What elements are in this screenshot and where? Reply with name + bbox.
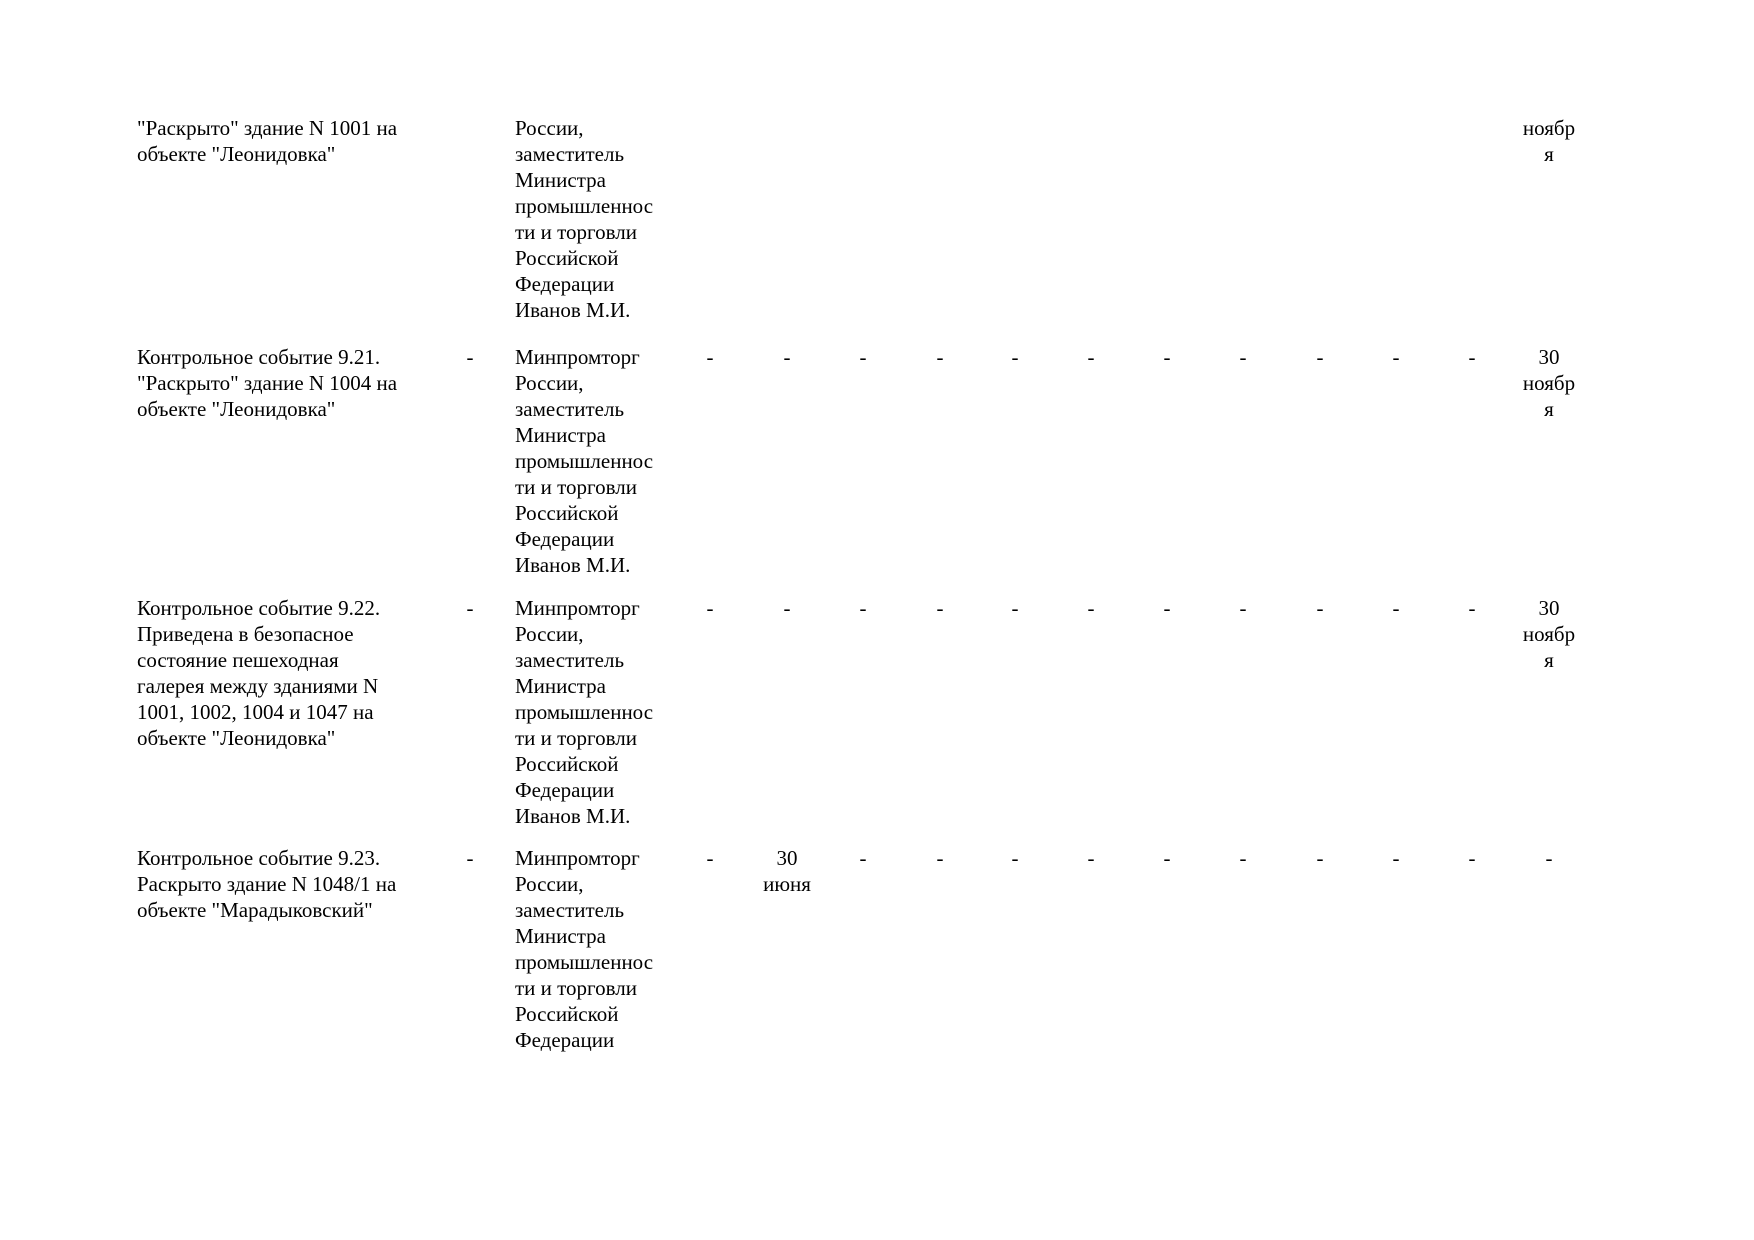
value-cell: - — [1392, 846, 1400, 870]
value-cell: 30 июня — [763, 846, 811, 896]
executor-cell: Минпромторг России, заместитель Министра промышленнос ти и торговли Российской Федерации Иванов М.И. — [515, 345, 654, 577]
value-cell: - — [1087, 846, 1095, 870]
value-cell: - — [1316, 345, 1324, 369]
value-cell: - — [1468, 596, 1476, 620]
executor-cell: России, заместитель Министра промышленнос ти и торговли Российской Федерации Иванов М.И. — [515, 116, 654, 322]
value-cell: - — [706, 596, 714, 620]
event-cell: Контрольное событие 9.22. Приведена в безопасное состояние пешеходная галерея между зданиями N 1001, 1002, 1004 и 1047 на объекте "Леонидовка" — [137, 596, 381, 750]
value-cell: - — [783, 596, 791, 620]
mark-cell: - — [466, 596, 474, 620]
value-cell: - — [1239, 345, 1247, 369]
value-cell: - — [859, 846, 867, 870]
value-cell: - — [1163, 846, 1171, 870]
value-cell: - — [706, 345, 714, 369]
date-cell: 30 ноябр я — [1522, 596, 1576, 672]
value-cell: - — [936, 846, 944, 870]
value-cell: - — [859, 345, 867, 369]
event-cell: Контрольное событие 9.23. Раскрыто здание N 1048/1 на объекте "Марадыковский" — [137, 846, 397, 922]
value-cell: - — [1316, 846, 1324, 870]
value-cell: - — [936, 345, 944, 369]
value-cell: - — [783, 345, 791, 369]
value-cell: - — [1392, 345, 1400, 369]
date-cell: - — [1545, 846, 1553, 870]
mark-cell: - — [466, 345, 474, 369]
value-cell: - — [1011, 596, 1019, 620]
value-cell: - — [706, 846, 714, 870]
executor-cell: Минпромторг России, заместитель Министра промышленнос ти и торговли Российской Федерации Иванов М.И. — [515, 596, 654, 828]
value-cell: - — [936, 596, 944, 620]
value-cell: - — [1087, 345, 1095, 369]
value-cell: - — [859, 596, 867, 620]
value-cell: - — [1011, 846, 1019, 870]
value-cell: - — [1087, 596, 1095, 620]
executor-cell: Минпромторг России, заместитель Министра промышленнос ти и торговли Российской Федерации — [515, 846, 654, 1052]
value-cell: - — [1239, 596, 1247, 620]
event-cell: Контрольное событие 9.21. "Раскрыто" здание N 1004 на объекте "Леонидовка" — [137, 345, 398, 421]
value-cell: - — [1468, 846, 1476, 870]
value-cell: - — [1239, 846, 1247, 870]
value-cell: - — [1163, 345, 1171, 369]
value-cell: - — [1316, 596, 1324, 620]
value-cell: - — [1011, 345, 1019, 369]
value-cell: - — [1392, 596, 1400, 620]
date-cell: 30 ноябр я — [1522, 345, 1576, 421]
value-cell: - — [1468, 345, 1476, 369]
event-cell: "Раскрыто" здание N 1001 на объекте "Леонидовка" — [137, 116, 398, 166]
date-cell: ноябр я — [1522, 116, 1576, 166]
value-cell: - — [1163, 596, 1171, 620]
mark-cell: - — [466, 846, 474, 870]
